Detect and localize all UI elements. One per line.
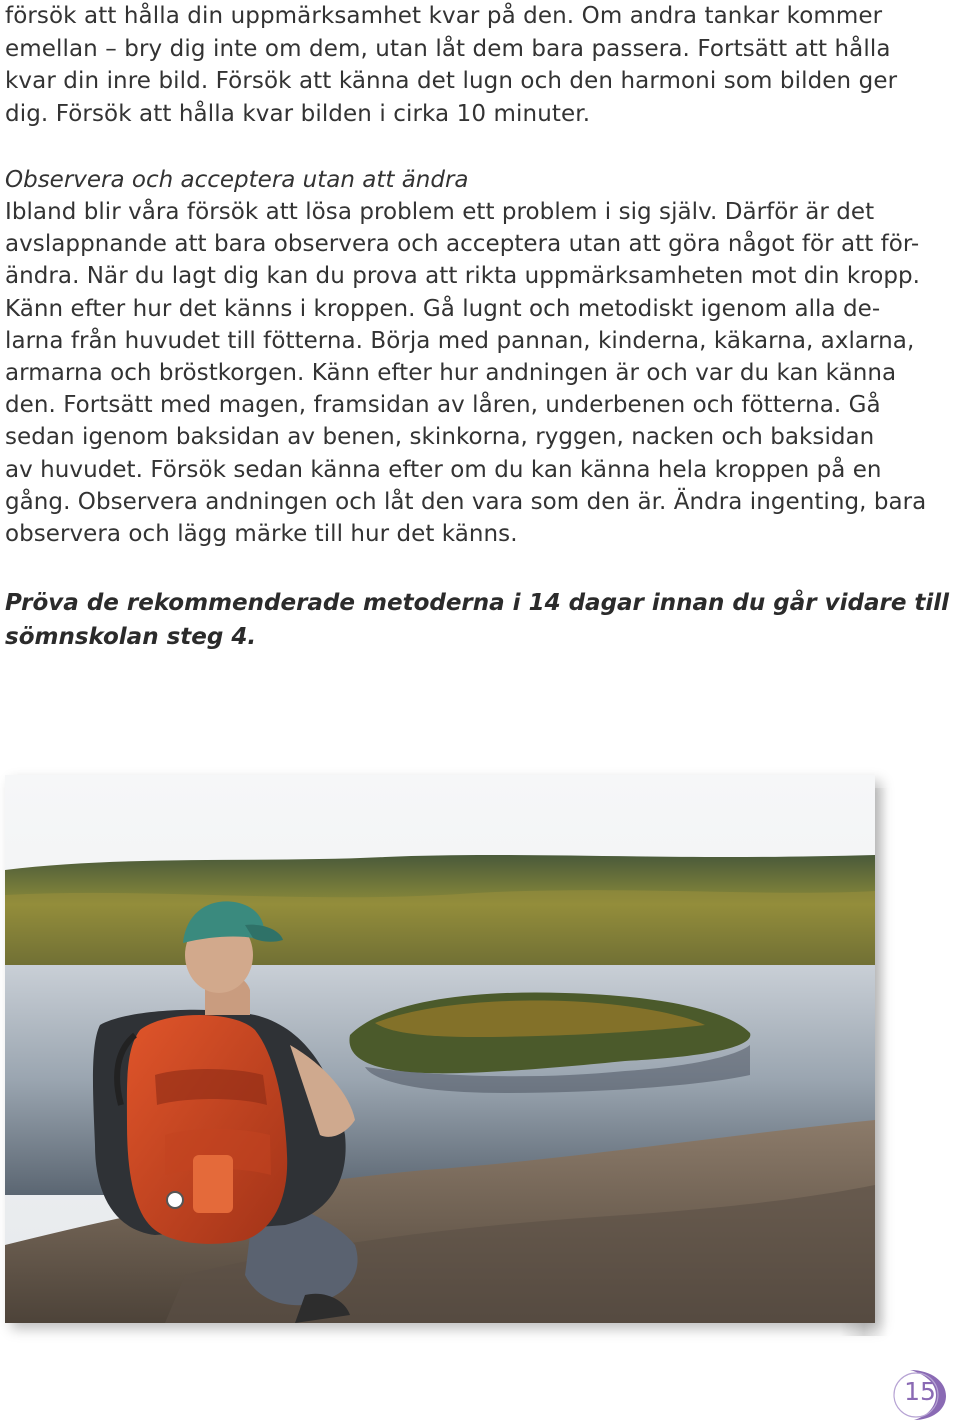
- body-line: larna från huvudet till fötterna. Börja med pannan, kinderna, käkarna, axlarna,: [5, 327, 915, 354]
- body-line: av huvudet. Försök sedan känna efter om du kan känna hela kroppen på en: [5, 456, 882, 483]
- section-body-paragraph: [5, 196, 925, 550]
- recommendation-paragraph: [5, 586, 950, 654]
- intro-line: dig. Försök att hålla kvar bilden i cirka 10 minuter.: [5, 100, 591, 127]
- body-line: den. Fortsätt med magen, framsidan av låren, underbenen och fötterna. Gå: [5, 392, 881, 419]
- intro-paragraph: [5, 0, 925, 130]
- body-line: sedan igenom baksidan av benen, skinkorna, ryggen, nacken och baksidan: [5, 424, 875, 451]
- body-line: Känn efter hur det känns i kroppen. Gå lugnt och metodiskt igenom alla de-: [5, 295, 881, 322]
- body-line: Ibland blir våra försök att lösa problem ett problem i sig själv. Därför är det: [5, 199, 875, 225]
- page-number: 15: [904, 1377, 936, 1406]
- recommendation-line: Pröva de rekommenderade metoderna i 14 dagar innan du går vidare till: [5, 590, 950, 616]
- intro-line: försök att hålla din uppmärksamhet kvar på den. Om andra tankar kommer: [5, 3, 883, 29]
- body-line: ändra. När du lagt dig kan du prova att rikta uppmärksamheten mot din kropp.: [5, 263, 921, 290]
- landscape-photo: [5, 775, 875, 1323]
- intro-line: kvar din inre bild. Försök att känna det lugn och den harmoni som bilden ger: [5, 68, 898, 94]
- section-heading-text: Observera och acceptera utan att ändra: [5, 167, 469, 193]
- body-line: armarna och bröstkorgen. Känn efter hur andningen är och var du kan känna: [5, 360, 897, 387]
- intro-line: emellan – bry dig inte om dem, utan låt dem bara passera. Fortsätt att hålla: [5, 35, 891, 62]
- section-heading: [5, 164, 925, 196]
- body-line: avslappnande att bara observera och acceptera utan att göra något för att för-: [5, 231, 920, 258]
- body-line: observera och lägg märke till hur det känns.: [5, 521, 518, 548]
- body-line: gång. Observera andningen och låt den vara som den är. Ändra ingenting, bara: [5, 488, 927, 515]
- recommendation-line: sömnskolan steg 4.: [5, 624, 257, 650]
